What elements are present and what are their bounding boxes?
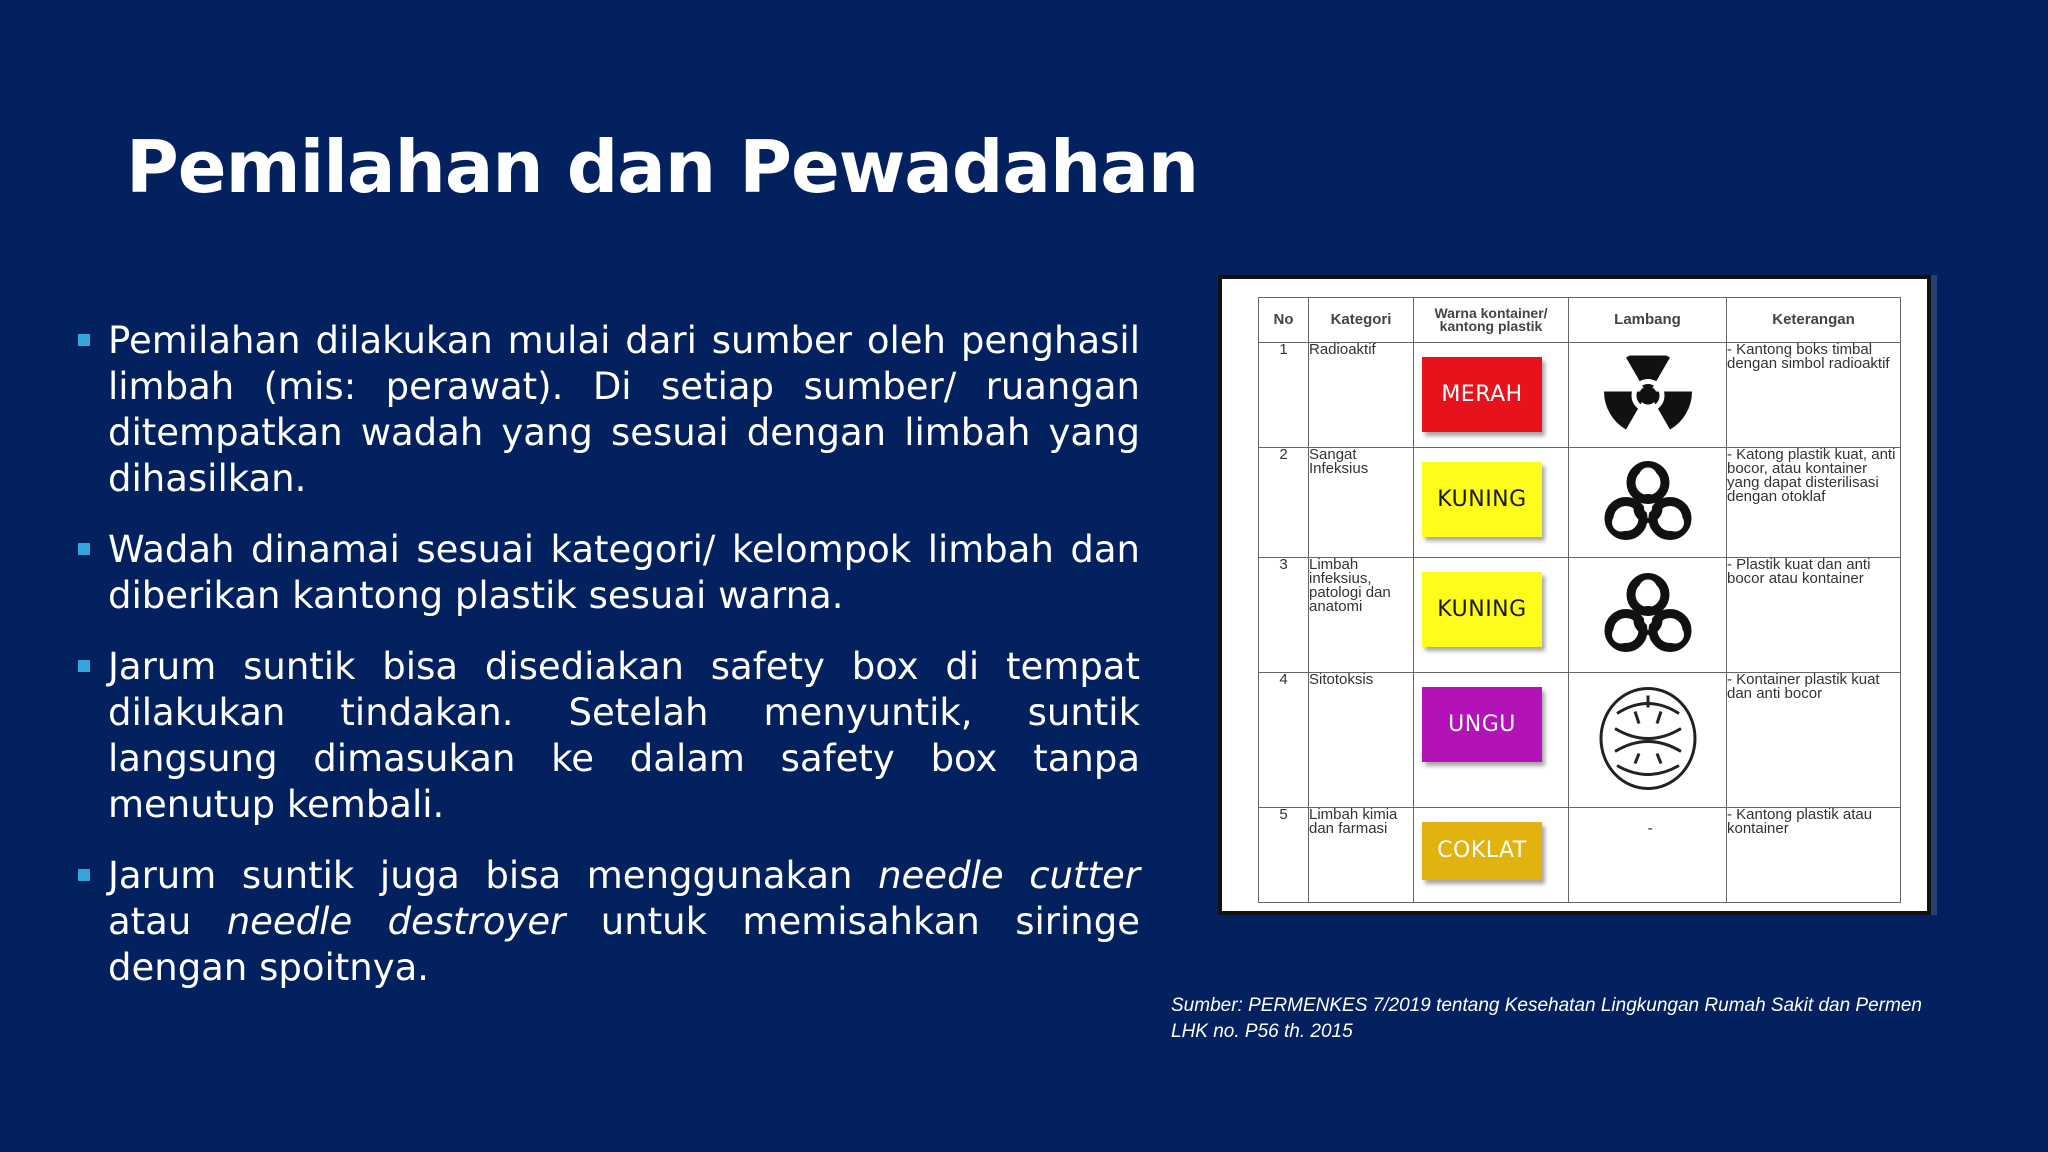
bullet-square-icon — [78, 543, 90, 555]
header-keterangan: Keterangan — [1727, 298, 1901, 343]
biohazard-icon — [1592, 569, 1704, 662]
cell-keterangan: - Katong plastik kuat, anti bocor, atau kontainer yang dapat disterilisasi dengan otoklaf — [1727, 448, 1901, 558]
bullet-text-part: atau — [108, 900, 227, 943]
cell-warna — [1414, 673, 1569, 808]
source-caption: Sumber: PERMENKES 7/2019 tentang Kesehatan Lingkungan Rumah Sakit dan Permen LHK no. P56 th. 2015 — [1171, 995, 1922, 1042]
cell-kategori: Limbah infeksius, patologi dan anatomi — [1309, 558, 1414, 673]
cell-kategori: Radioaktif — [1309, 343, 1414, 448]
cell-kategori: Sangat Infeksius — [1309, 448, 1414, 558]
cell-lambang — [1569, 673, 1727, 808]
cytotoxic-icon — [1595, 684, 1701, 797]
cell-kategori: Sitotoksis — [1309, 673, 1414, 808]
color-swatch: KUNING — [1422, 462, 1542, 537]
cell-warna — [1414, 808, 1569, 903]
header-kategori: Kategori — [1309, 298, 1414, 343]
table-header-row — [1259, 298, 1901, 343]
bullet-text-part: untuk memisahkan siringe dengan spoitnya. — [108, 900, 1140, 989]
bullet-square-icon — [78, 869, 90, 881]
waste-table-image — [1218, 275, 1931, 915]
header-warna: Warna kontainer/ kantong plastik — [1414, 298, 1569, 343]
cell-keterangan: - Kantong plastik atau kontainer — [1727, 808, 1901, 903]
cell-keterangan: - Plastik kuat dan anti bocor atau kontainer — [1727, 558, 1901, 673]
radioactive-icon — [1589, 356, 1707, 435]
bullet-emphasis: needle destroyer — [226, 900, 566, 943]
table-row — [1259, 343, 1901, 448]
cell-lambang — [1569, 448, 1727, 558]
cell-no: 4 — [1259, 673, 1309, 808]
cell-no: 3 — [1259, 558, 1309, 673]
table-row — [1259, 673, 1901, 808]
bullet-item — [78, 853, 1140, 991]
cell-warna — [1414, 448, 1569, 558]
bullet-text-part: Jarum suntik juga bisa menggunakan — [108, 854, 879, 897]
header-lambang: Lambang — [1569, 298, 1727, 343]
cell-lambang — [1569, 808, 1727, 903]
cell-lambang — [1569, 343, 1727, 448]
bullet-item — [78, 527, 1140, 619]
color-swatch: MERAH — [1422, 357, 1542, 432]
cell-lambang — [1569, 558, 1727, 673]
cell-no: 5 — [1259, 808, 1309, 903]
biohazard-icon — [1592, 456, 1704, 549]
table-row — [1259, 558, 1901, 673]
cell-warna — [1414, 558, 1569, 673]
color-swatch: COKLAT — [1422, 822, 1542, 880]
header-no: No — [1259, 298, 1309, 343]
table-row — [1259, 448, 1901, 558]
slide-title: Pemilahan dan Pewadahan — [126, 125, 1199, 209]
bullet-text: Jarum suntik bisa disediakan safety box di tempat dilakukan tindakan. Setelah menyuntik, suntik langsung dimasukan ke dalam safety box tanpa menutup kembali. — [108, 645, 1140, 826]
cell-warna — [1414, 343, 1569, 448]
bullet-item — [78, 318, 1140, 502]
cell-keterangan: - Kontainer plastik kuat dan anti bocor — [1727, 673, 1901, 808]
bullet-emphasis: needle cutter — [878, 854, 1141, 897]
bullet-item — [78, 644, 1140, 828]
bullet-square-icon — [78, 334, 90, 346]
bullet-list — [78, 318, 1140, 1016]
cell-no: 1 — [1259, 343, 1309, 448]
table-body — [1259, 343, 1901, 903]
table-row — [1259, 808, 1901, 903]
bullet-text: Pemilahan dilakukan mulai dari sumber oleh penghasil limbah (mis: perawat). Di setiap sumber/ ruangan ditempatkan wadah yang sesuai dengan limbah yang dihasilkan. — [108, 319, 1140, 500]
lambang-dash: - — [1647, 820, 1653, 837]
cell-no: 2 — [1259, 448, 1309, 558]
cell-kategori: Limbah kimia dan farmasi — [1309, 808, 1414, 903]
bullet-square-icon — [78, 660, 90, 672]
color-swatch: KUNING — [1422, 572, 1542, 647]
color-swatch: UNGU — [1422, 687, 1542, 762]
waste-category-table — [1258, 297, 1901, 903]
cell-keterangan: - Kantong boks timbal dengan simbol radioaktif — [1727, 343, 1901, 448]
bullet-text: Wadah dinamai sesuai kategori/ kelompok limbah dan diberikan kantong plastik sesuai warna. — [108, 528, 1140, 617]
